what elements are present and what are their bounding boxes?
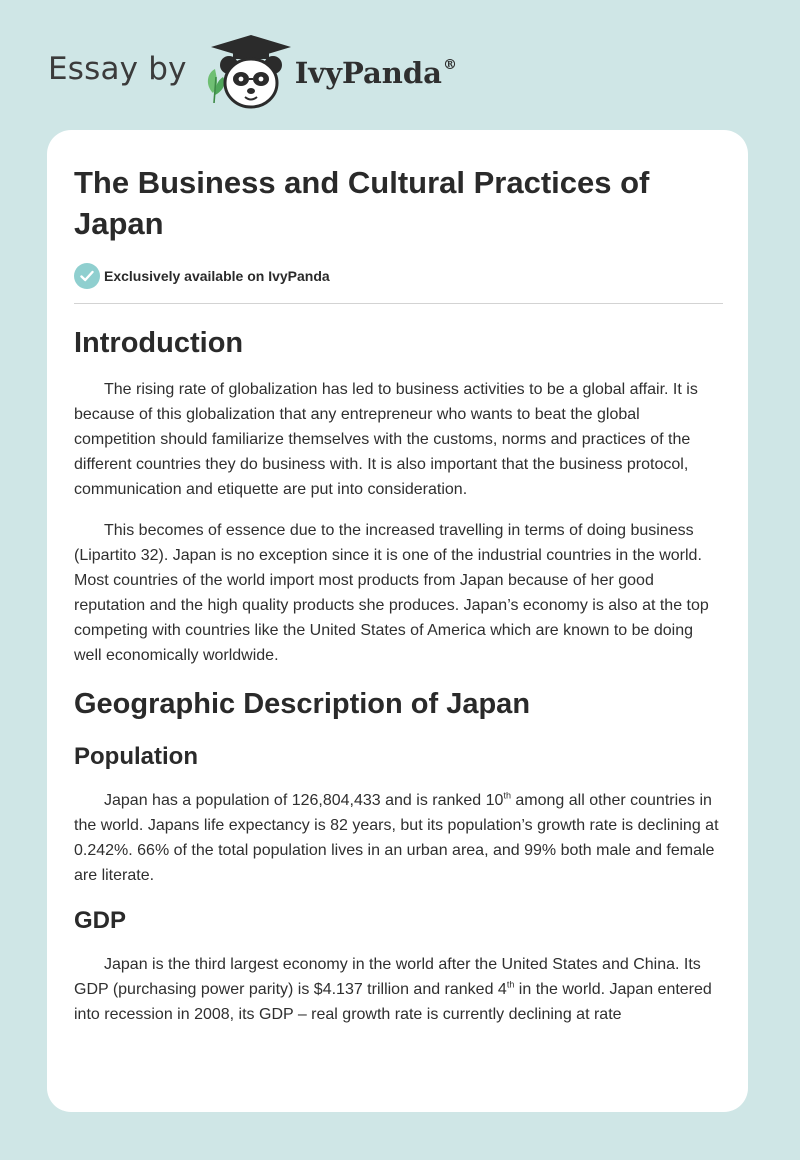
paragraph-gdp: Japan is the third largest economy in the world after the United States and China. Its GDP (purchasing power parity) is $4.137 trillion and ranked 4th in the world. Japan entered into recession in 2008, its GDP – real growth rate is currently declining at rate <box>74 956 712 1023</box>
divider <box>74 303 723 304</box>
panda-logo-icon[interactable] <box>201 33 293 111</box>
check-circle-icon <box>74 263 100 289</box>
article-body <box>74 323 723 1027</box>
registered-mark: ® <box>442 57 457 73</box>
exclusive-badge-label: Exclusively available on IvyPanda <box>104 268 330 284</box>
heading-introduction: Introduction <box>74 327 244 359</box>
page-title: The Business and Cultural Practices of Japan <box>74 165 650 241</box>
paragraph-intro-2: This becomes of essence due to the increased travelling in terms of doing business (Lipartito 32). Japan is no exception since it is one of the industrial countries in the world. Most countries of the world import most products from Japan because of her good reputation and the high quality products she produces. Japan’s economy is also at the top competing with countries like the United States of America which are known to be doing well economically worldwide. <box>74 522 709 664</box>
heading-geographic: Geographic Description of Japan <box>74 688 531 720</box>
paragraph-intro-1: The rising rate of globalization has led to business activities to be a global affair. It is because of this globalization that any entrepreneur who wants to beat the global competition should familiarize themselves with the customs, norms and practices of the different countries they do business with. It is also important that the business protocol, communication and etiquette are put into consideration. <box>74 381 698 498</box>
essay-card <box>47 130 748 1112</box>
heading-gdp: GDP <box>74 907 127 934</box>
site-header <box>48 32 508 112</box>
paragraph-population: Japan has a population of 126,804,433 and is ranked 10th among all other countries in the world. Japans life expectancy is 82 years, but its population’s growth rate is declining at 0.242%. 66% of the total population lives in an urban area, and 99% both male and female are literate. <box>74 790 719 884</box>
brand-name[interactable]: IvyPanda® <box>294 56 457 90</box>
heading-population: Population <box>74 743 198 770</box>
exclusive-badge <box>74 263 330 289</box>
essay-by-label: Essay by <box>48 51 187 87</box>
